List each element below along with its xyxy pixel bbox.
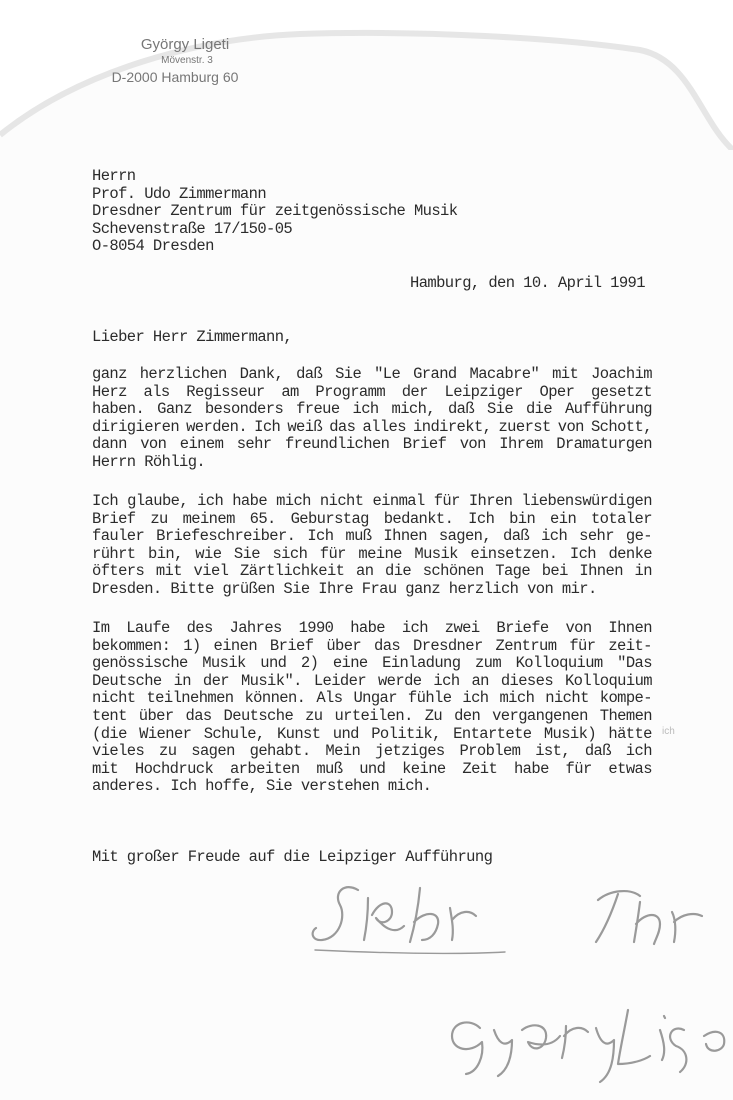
salutation: Lieber Herr Zimmermann, xyxy=(92,328,293,346)
paragraph-line: vieles zu sagen gehabt. Mein jetziges Problem ist, daß ich xyxy=(92,742,652,761)
sender-city: D-2000 Hamburg 60 xyxy=(111,69,239,85)
paragraph-line: rührt bin, wie Sie sich für meine Musik einsetzen. Ich denke xyxy=(92,544,652,563)
paragraph-2 xyxy=(92,493,652,599)
sender-name: György Ligeti xyxy=(140,36,230,53)
paragraph-line: Deutsche in der Musik". Leider werde ich an dieses Kolloquium xyxy=(92,671,652,690)
paragraph-line: Im Laufe des Jahres 1990 habe ich zwei Briefe von Ihnen xyxy=(92,619,652,637)
closing-line: Mit großer Freude auf die Leipziger Aufführung xyxy=(92,848,493,866)
handwritten-signature xyxy=(0,860,733,1100)
margin-smudge: ich xyxy=(662,726,675,737)
recipient-line: Prof. Udo Zimmermann xyxy=(92,184,267,203)
letterhead-stamp xyxy=(100,36,260,85)
paragraph-line: öfters mit viel Zärtlichkeit an die schönen Tage bei Ihnen in xyxy=(92,562,652,581)
paragraph-line: Dresden. Bitte grüßen Sie Ihre Frau ganz herzlich von mir. xyxy=(92,579,597,598)
paragraph-line: anderes. Ich hoffe, Sie verstehen mich. xyxy=(92,777,432,796)
paragraph-line: tent über das Deutsche zu urteilen. Zu den vergangenen Themen xyxy=(92,706,652,725)
paragraph-line: Herz als Regisseur am Programm der Leipziger Oper gesetzt xyxy=(92,382,652,401)
paragraph-line: fauler Briefeschreiber. Ich muß Ihnen sagen, daß ich sehr ge- xyxy=(92,527,652,546)
recipient-line: Dresdner Zentrum für zeitgenössische Musik xyxy=(92,202,458,221)
paragraph-line: genössische Musik und 2) eine Einladung zum Kolloquium "Das xyxy=(92,654,652,673)
paragraph-line: dann von einem sehr freundlichen Brief von Ihrem Dramaturgen xyxy=(92,435,652,454)
paragraph-line: Brief zu meinem 65. Geburstag bedankt. Ich bin ein totaler xyxy=(92,509,652,528)
paragraph-line: haben. Ganz besonders freue ich mich, daß Sie die Aufführung xyxy=(92,400,652,419)
sender-street: Mövenstr. 3 xyxy=(161,55,213,66)
paragraph-line: dirigieren werden. Ich weiß das alles indirekt, zuerst von Schott, xyxy=(92,417,652,436)
paragraph-line: ganz herzlichen Dank, daß Sie "Le Grand Macabre" mit Joachim xyxy=(92,365,652,383)
paragraph-line: (die Wiener Schule, Kunst und Politik, Entartete Musik) hätte xyxy=(92,724,652,743)
letter-date: Hamburg, den 10. April 1991 xyxy=(410,274,645,292)
paragraph-line: mit Hochdruck arbeiten muß und keine Zeit habe für etwas xyxy=(92,759,652,778)
paragraph-1 xyxy=(92,366,652,472)
recipient-line: O-8054 Dresden xyxy=(92,237,214,256)
recipient-address xyxy=(92,168,457,256)
recipient-line: Herrn xyxy=(92,167,136,185)
paragraph-line: bekommen: 1) einen Brief über das Dresdner Zentrum für zeit- xyxy=(92,636,652,655)
paragraph-line: Ich glaube, ich habe mich nicht einmal für Ihren liebenswürdigen xyxy=(92,492,652,510)
paragraph-line: Herrn Röhlig. xyxy=(92,452,206,471)
paragraph-3 xyxy=(92,620,652,796)
recipient-line: Schevenstraße 17/150-05 xyxy=(92,219,293,238)
paragraph-line: nicht teilnehmen können. Als Ungar fühle ich mich nicht kompe- xyxy=(92,689,652,708)
